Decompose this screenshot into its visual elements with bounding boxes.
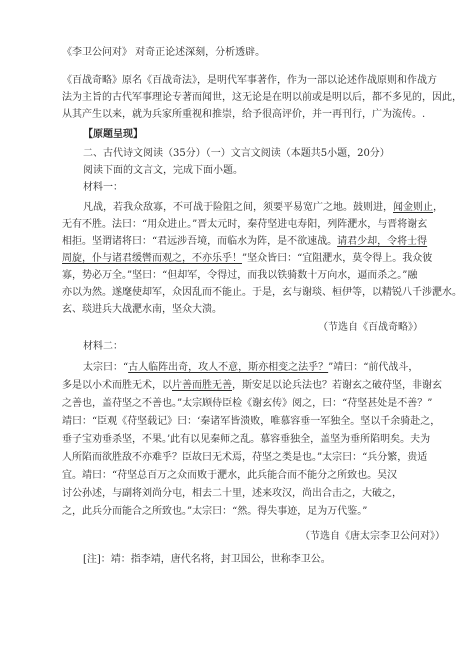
text-segment: ”坚众皆曰：“宜阻淝水，莫令得上。我众彼: [242, 253, 433, 264]
text-segment: ”靖曰：“前代战斗，: [328, 362, 419, 373]
underlined-text: 请君少却，令将士得: [337, 236, 428, 247]
paragraph-line: 之，此兵分而能合之所致也。”太宗曰：“然。得失事迹，足为万代鉴。”: [62, 506, 368, 517]
paragraph-line: 玄、琰进兵大战淝水南，坚众大溃。: [62, 304, 222, 315]
paragraph-line: [83, 361, 474, 375]
paragraph-line: [62, 252, 474, 266]
source-citation: （节选自《唐太宗李卫公问对》）: [300, 531, 445, 542]
text-segment: ，斯安足以论兵法也？若谢玄之破苻坚，非谢玄: [232, 380, 442, 391]
text-segment: 多是以小术而胜无术，以: [62, 380, 172, 391]
material-label: 材料二：: [83, 341, 123, 352]
intro-line: 《百战奇略》原名《百战奇法》，是明代军事著作，作为一部以论述作战原则和作战方: [62, 75, 437, 86]
paragraph-line: 靖曰：“臣观《苻坚载记》曰：‘秦诸军皆溃败，唯慕容垂一军独全。坚以千余骑赴之，: [62, 416, 441, 427]
text-segment: 宜。靖曰：“苻坚总百万之众而败于淝水，此兵能合而不能分之: [62, 470, 338, 481]
paragraph-line: 之善也，盖苻坚之不善也。”太宗顾侍臣检《谢玄传》阅之，曰：“苻坚甚处是不善？”: [62, 398, 433, 409]
section-header: 【原题呈现】: [83, 129, 143, 140]
question-instruction: 阅读下面的文言文，完成下面小题。: [83, 165, 243, 176]
paragraph-line: [83, 201, 474, 215]
question-header: 二、古代诗文阅读（35分）（一）文言文阅读（本题共5小题，20分）: [83, 148, 390, 159]
paragraph-line: 讨公孙述，与副将刘尚分屯，相去二十里，述来攻汉，尚出合击之，大破之，: [62, 488, 402, 499]
paragraph-line: [62, 235, 474, 249]
text-segment: ，: [433, 202, 443, 213]
text-segment: 凡战，若我众敌寡，不可战于险阻之间，须要平易宽广之地。鼓则进，: [83, 202, 393, 213]
paragraph-line: [62, 469, 474, 483]
intro-line: 从其产生以来，就为兵家所重视和推崇，给予很高评价，并一再刊行，广为流传。.: [62, 109, 426, 120]
underlined-text: 古人临阵出奇，攻人不意，斯亦相变之法乎？: [128, 362, 329, 373]
material-label: 材料一：: [83, 182, 123, 193]
paragraph-line: 垂子宝劝垂杀坚，不果。’此有以见秦师之乱。慕容垂独全，盖坚为垂所陷明矣。夫为: [62, 434, 431, 445]
underlined-text: 片善而胜无善: [172, 380, 232, 391]
text-segment: 太宗曰：“: [83, 362, 129, 373]
underlined-text: 闻金则止: [393, 202, 433, 213]
intro-line: 《李卫公问对》 对奇正论述深刻，分析透辟。: [62, 47, 266, 58]
paragraph-line: 无有不胜。法曰：“用众进止。”晋太元时，秦苻坚进屯寿阳，列阵淝水，与晋将谢玄: [62, 219, 428, 230]
paragraph-line: [62, 379, 474, 393]
paragraph-line: 人所陷而欲胜敌不亦难乎？臣故曰无术焉，苻坚之类是也。”太宗曰：“兵分繁，贵适: [62, 452, 428, 463]
source-citation: （节选自《百战奇略》）: [318, 322, 423, 333]
text-segment: 所致也。吴汉: [337, 470, 398, 481]
paragraph-line: 寡，势必万全。”坚曰：“但却军，令得过，而我以铁骑数十万向水，逼而杀之。”融: [62, 270, 418, 281]
underlined-text: 周旋，仆与诸君缓辔而观之，不亦乐乎！: [62, 253, 242, 264]
footnote: [注]：靖：指李靖，唐代名将，封卫国公，世称李卫公。: [83, 554, 331, 565]
paragraph-line: 亦以为然。遂麾使却军，众因乱而不能止。于是，玄与谢琰、桓伊等，以精锐八千涉淝水。: [62, 287, 462, 298]
text-segment: 相拒。坚谓诸将曰：“君远涉吾境，而临水为阵，是不欲速战。: [62, 236, 338, 247]
intro-line: 法为主旨的古代军事理论专著而闻世，这无论是在明以前或是明以后，都不多见的，因此，: [62, 92, 462, 103]
